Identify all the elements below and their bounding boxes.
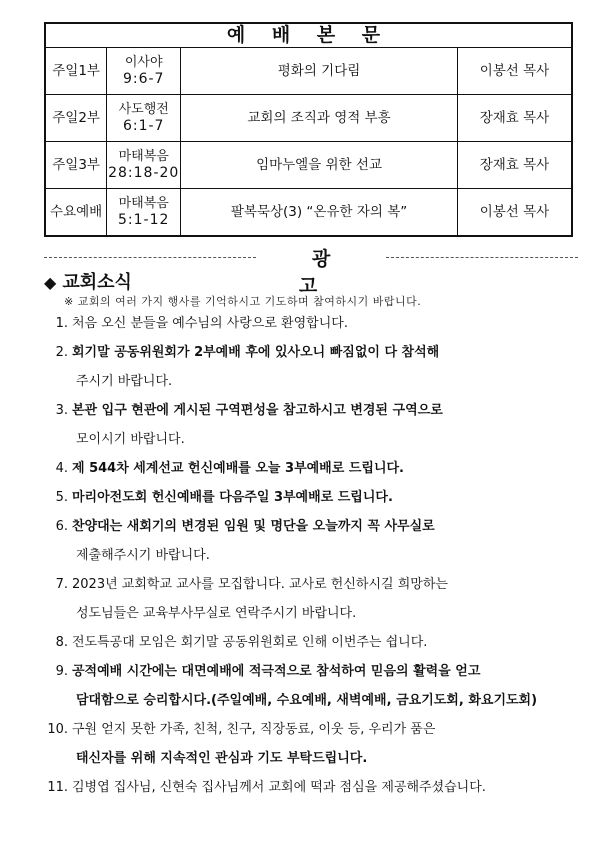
announcements-title: 광 고: [298, 248, 357, 297]
item-number: 8.: [55, 635, 68, 650]
announcement-item: [44, 396, 584, 454]
church-news-label: 교회소식: [62, 272, 132, 293]
scripture-reference: [107, 142, 181, 189]
item-text: 제 544차 세계선교 헌신예배를 오늘 3부예배로 드립니다.: [72, 461, 404, 476]
scripture-book: 이사야: [124, 55, 163, 70]
announcement-item: [44, 454, 584, 483]
item-number: 1.: [55, 316, 68, 331]
worship-row: [45, 95, 572, 142]
service-name: 주일1부: [45, 48, 107, 95]
item-number: 5.: [55, 490, 68, 505]
church-news-note: ※ 교회의 여러 가지 행사를 기억하시고 기도하며 참여하시기 바랍니다.: [64, 295, 422, 308]
scripture-book: 사도행전: [118, 102, 169, 117]
scripture-verse: 28:18-20: [108, 165, 180, 181]
announcement-item: [44, 773, 584, 802]
preacher-name: 이봉선 목사: [457, 189, 572, 237]
announcement-item: [44, 657, 584, 715]
preacher-name: 장재효 목사: [457, 142, 572, 189]
scripture-verse: 6:1-7: [122, 118, 165, 134]
item-text-continued: 태신자를 위해 지속적인 관심과 기도 부탁드립니다.: [76, 751, 368, 766]
announcement-item: [44, 309, 584, 338]
item-text: 김병엽 집사님, 신현숙 집사님께서 교회에 떡과 점심을 제공해주셨습니다.: [72, 780, 486, 795]
scripture-reference: [107, 189, 181, 237]
announcement-item: [44, 715, 584, 773]
worship-row: [45, 48, 572, 95]
worship-table-title: 예 배 본 문: [44, 22, 573, 48]
worship-row: [45, 142, 572, 189]
scripture-reference: [107, 95, 181, 142]
divider-left: [44, 257, 256, 258]
item-text-continued: 모이시기 바랍니다.: [76, 432, 185, 447]
item-text: 본관 입구 현관에 게시된 구역편성을 참고하시고 변경된 구역으로: [72, 403, 443, 418]
item-number: 9.: [55, 664, 68, 679]
diamond-bullet-icon: ◆: [44, 273, 57, 292]
scripture-reference: [107, 48, 181, 95]
item-text: 찬양대는 새회기의 변경된 임원 및 명단을 오늘까지 꼭 사무실로: [72, 519, 435, 534]
worship-row: [45, 189, 572, 237]
announcement-item: [44, 628, 584, 657]
sermon-title: 팔복묵상(3) “온유한 자의 복”: [181, 189, 458, 237]
service-name: 주일3부: [45, 142, 107, 189]
announcement-item: [44, 570, 584, 628]
item-text-continued: 성도님들은 교육부사무실로 연락주시기 바랍니다.: [76, 606, 357, 621]
sermon-title: 평화의 기다림: [181, 48, 458, 95]
item-number: 6.: [55, 519, 68, 534]
item-text: 2023년 교회학교 교사를 모집합니다. 교사로 헌신하시길 희망하는: [72, 577, 448, 592]
item-text: 회기말 공동위원회가 2부예배 후에 있사오니 빠짐없이 다 참석해: [72, 345, 440, 360]
announcement-list: [44, 309, 584, 802]
item-number: 2.: [55, 345, 68, 360]
item-number: 7.: [55, 577, 68, 592]
announcement-item: [44, 338, 584, 396]
scripture-book: 마태복음: [118, 196, 169, 211]
item-text: 마리아전도회 헌신예배를 다음주일 3부예배로 드립니다.: [72, 490, 393, 505]
item-text: 처음 오신 분들을 예수님의 사랑으로 환영합니다.: [72, 316, 348, 331]
announcement-item: [44, 512, 584, 570]
item-text-continued: 담대함으로 승리합시다.(주일예배, 수요예배, 새벽예배, 금요기도회, 화요기도회): [76, 693, 538, 708]
item-text: 구원 얻지 못한 가족, 친척, 친구, 직장동료, 이웃 등, 우리가 품은: [72, 722, 436, 737]
sermon-title: 교회의 조직과 영적 부흥: [181, 95, 458, 142]
scripture-verse: 5:1-12: [118, 212, 170, 228]
item-text: 공적예배 시간에는 대면예배에 적극적으로 참석하여 믿음의 활력을 얻고: [72, 664, 481, 679]
preacher-name: 이봉선 목사: [457, 48, 572, 95]
scripture-verse: 9:6-7: [122, 71, 165, 87]
item-number: 10.: [47, 722, 68, 737]
sermon-title: 임마누엘을 위한 선교: [181, 142, 458, 189]
item-text: 전도특공대 모임은 회기말 공동위원회로 인해 이번주는 쉽니다.: [72, 635, 428, 650]
announcement-item: [44, 483, 584, 512]
item-number: 3.: [55, 403, 68, 418]
preacher-name: 장재효 목사: [457, 95, 572, 142]
item-number: 4.: [55, 461, 68, 476]
item-text-continued: 주시기 바랍니다.: [76, 374, 173, 389]
divider-right: [386, 257, 578, 258]
church-news-heading: [44, 268, 132, 294]
worship-table: [44, 47, 573, 237]
scripture-book: 마태복음: [118, 149, 169, 164]
item-text-continued: 제출해주시기 바랍니다.: [76, 548, 210, 563]
item-number: 11.: [47, 780, 68, 795]
service-name: 주일2부: [45, 95, 107, 142]
service-name: 수요예배: [45, 189, 107, 237]
